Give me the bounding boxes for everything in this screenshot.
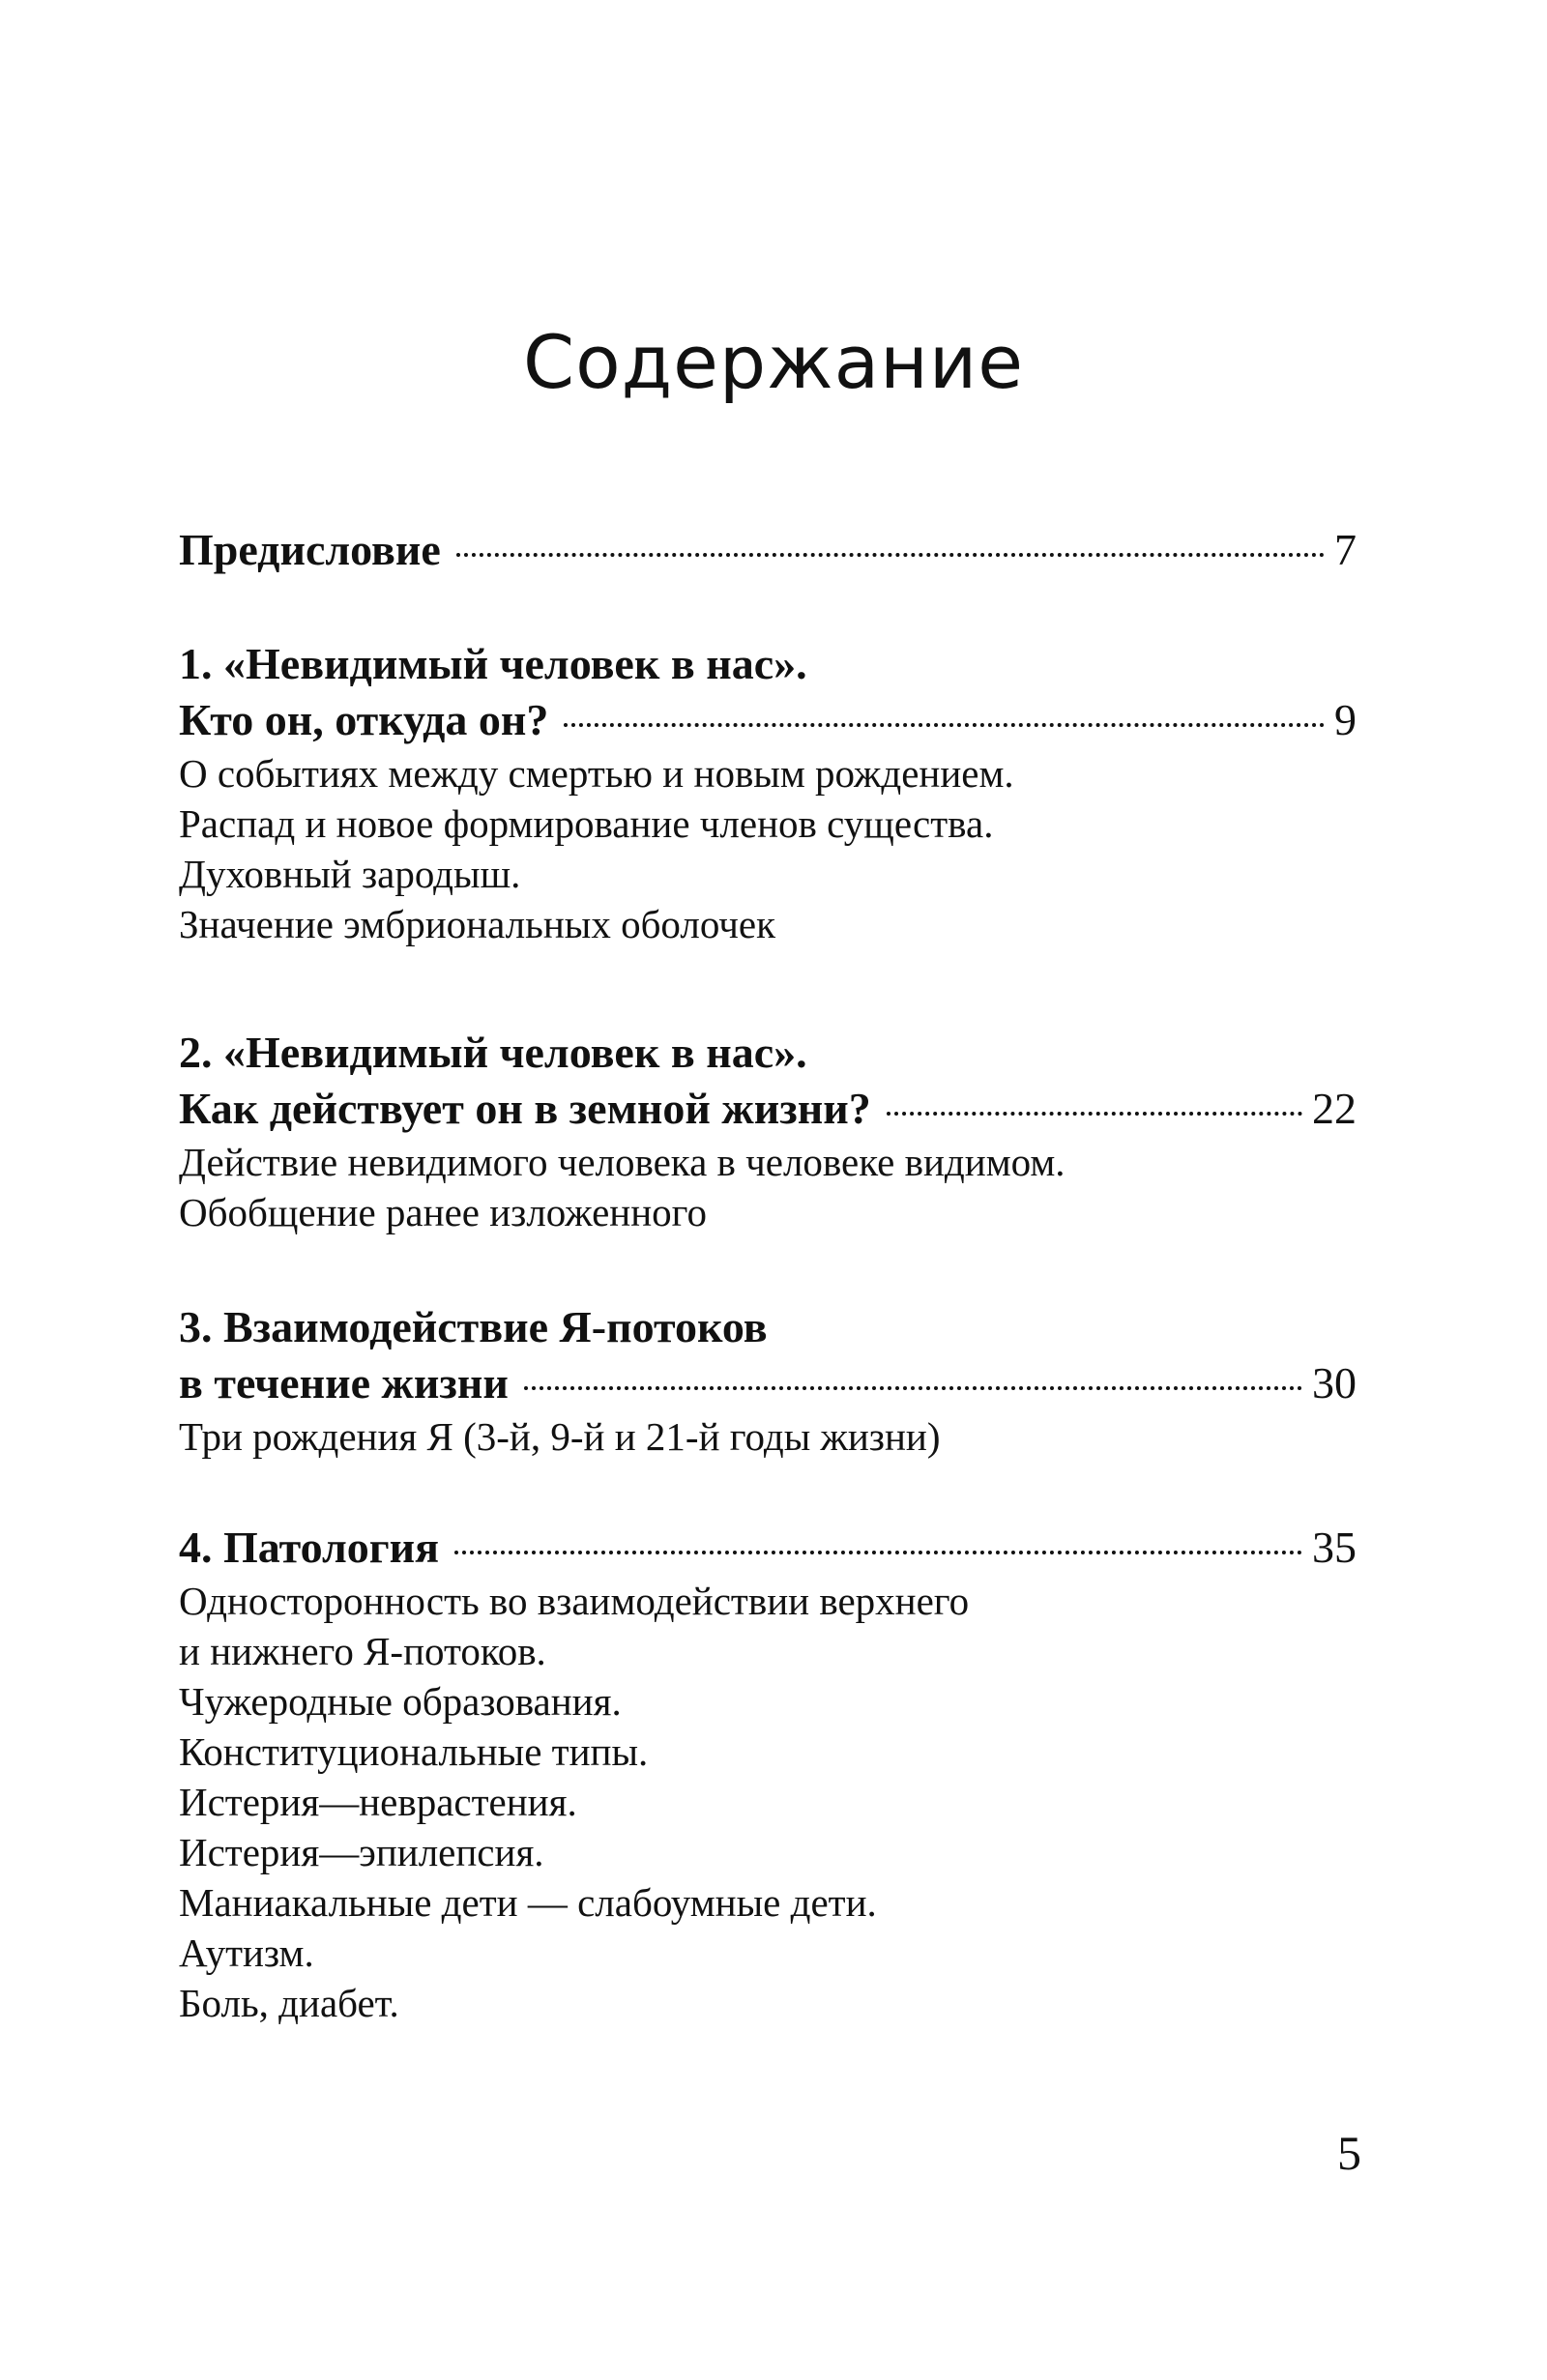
toc-subtopic: Духовный зародыш.	[179, 852, 521, 896]
toc-subtopic: Маниакальные дети — слабоумные дети.	[179, 1880, 877, 1925]
toc-page-number: 35	[1312, 1523, 1357, 1572]
toc-entry-title-line: 2. «Невидимый человек в нас».	[179, 1028, 807, 1077]
toc-subtopic: Истерия—эпилепсия.	[179, 1830, 544, 1874]
toc-subtopic: Обобщение ранее изложенного	[179, 1190, 707, 1234]
toc-entry-title: 4. Патология	[179, 1523, 440, 1572]
toc-subtopic: Истерия—неврастения.	[179, 1780, 577, 1824]
dot-leader	[456, 553, 1325, 557]
toc-subtopic: Три рождения Я (3-й, 9-й и 21-й годы жизни)	[179, 1414, 941, 1459]
page-number: 5	[1337, 2126, 1361, 2180]
toc-page-number: 7	[1334, 525, 1357, 574]
toc-entry-heading	[179, 1355, 1357, 1411]
dot-leader	[454, 1551, 1302, 1554]
toc-page-number: 9	[1334, 695, 1357, 744]
toc-subtopic: Распад и новое формирование членов существа.	[179, 801, 994, 846]
toc-subtopic: Боль, диабет.	[179, 1981, 399, 2025]
toc-entry-chapter-1	[179, 636, 1357, 949]
toc-subtopic: Аутизм.	[179, 1930, 314, 1975]
toc-entry-preface	[179, 522, 1357, 578]
toc-entry-chapter-4	[179, 1520, 1357, 2028]
toc-entry-heading	[179, 522, 1357, 578]
toc-entry-title: Предисловие	[179, 525, 441, 574]
toc-entry-title-line: 1. «Невидимый человек в нас».	[179, 639, 807, 688]
toc-subtopic: и нижнего Я-потоков.	[179, 1629, 546, 1673]
toc-entry-chapter-2	[179, 1025, 1357, 1237]
toc-entry-title-line: 3. Взаимодействие Я-потоков	[179, 1302, 768, 1351]
toc-page-number: 22	[1312, 1084, 1357, 1133]
toc-entry-title: в течение жизни	[179, 1358, 509, 1408]
dot-leader	[887, 1112, 1302, 1116]
toc-page-number: 30	[1312, 1358, 1357, 1408]
dot-leader	[524, 1386, 1302, 1390]
toc-entry-title: Кто он, откуда он?	[179, 695, 549, 744]
toc-subtopic: Односторонность во взаимодействии верхнего	[179, 1579, 970, 1623]
toc-subtopic: Чужеродные образования.	[179, 1679, 622, 1724]
toc-subtopic: Значение эмбриональных оболочек	[179, 902, 776, 946]
toc-subtopic: Действие невидимого человека в человеке видимом.	[179, 1140, 1065, 1184]
toc-entry-heading	[179, 692, 1357, 748]
dot-leader	[564, 723, 1325, 727]
toc-entry-chapter-3	[179, 1299, 1357, 1462]
toc-entry-heading	[179, 1081, 1357, 1137]
toc-entry-title: Как действует он в земной жизни?	[179, 1084, 871, 1133]
page-title: Содержание	[523, 319, 1024, 405]
toc-subtopic: Конституциональные типы.	[179, 1729, 649, 1774]
toc-subtopic: О событиях между смертью и новым рождением.	[179, 751, 1014, 796]
toc-entry-heading	[179, 1520, 1357, 1576]
